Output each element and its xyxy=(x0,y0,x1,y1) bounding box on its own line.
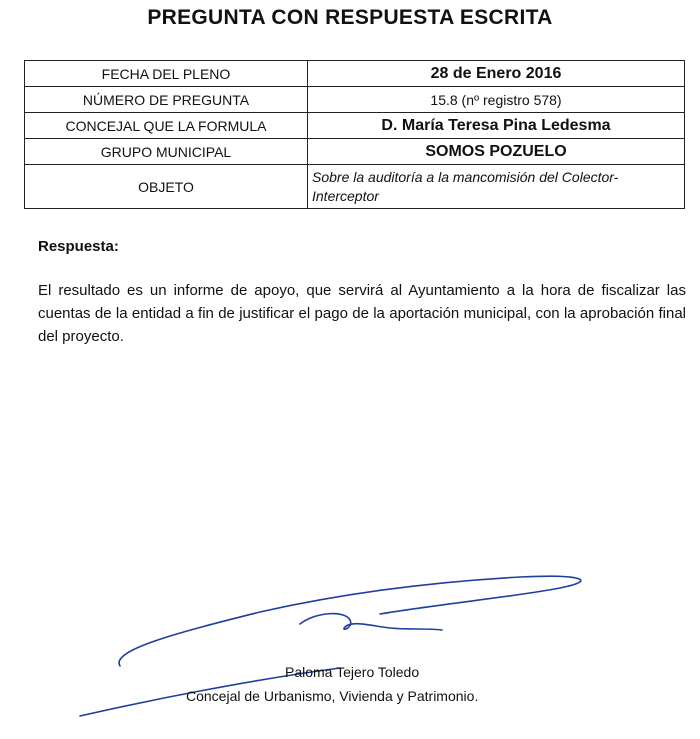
signature-loop-stroke xyxy=(300,614,442,630)
signatory-name: Paloma Tejero Toledo xyxy=(285,664,420,680)
grupo-label: GRUPO MUNICIPAL xyxy=(25,139,308,165)
objeto-label: OBJETO xyxy=(25,165,308,209)
response-heading: Respuesta: xyxy=(38,238,119,255)
concejal-value: D. María Teresa Pina Ledesma xyxy=(308,113,685,139)
numero-value: 15.8 (nº registro 578) xyxy=(308,87,685,113)
grupo-value: SOMOS POZUELO xyxy=(308,139,685,165)
objeto-value: Sobre la auditoría a la mancomisión del Colector-Interceptor xyxy=(308,165,685,209)
signatory-role: Concejal de Urbanismo, Vivienda y Patrimonio. xyxy=(186,688,479,704)
concejal-label: CONCEJAL QUE LA FORMULA xyxy=(25,113,308,139)
document-title: PREGUNTA CON RESPUESTA ESCRITA xyxy=(147,6,553,29)
fecha-label: FECHA DEL PLENO xyxy=(25,61,308,87)
numero-label: NÚMERO DE PREGUNTA xyxy=(25,87,308,113)
response-body: El resultado es un informe de apoyo, que servirá al Ayuntamiento a la hora de fiscalizar las cuentas de la entidad a fin de justificar el pago de la aportación municipal, con la aprobación final del proyecto. xyxy=(38,282,686,345)
fecha-value: 28 de Enero 2016 xyxy=(308,61,685,87)
